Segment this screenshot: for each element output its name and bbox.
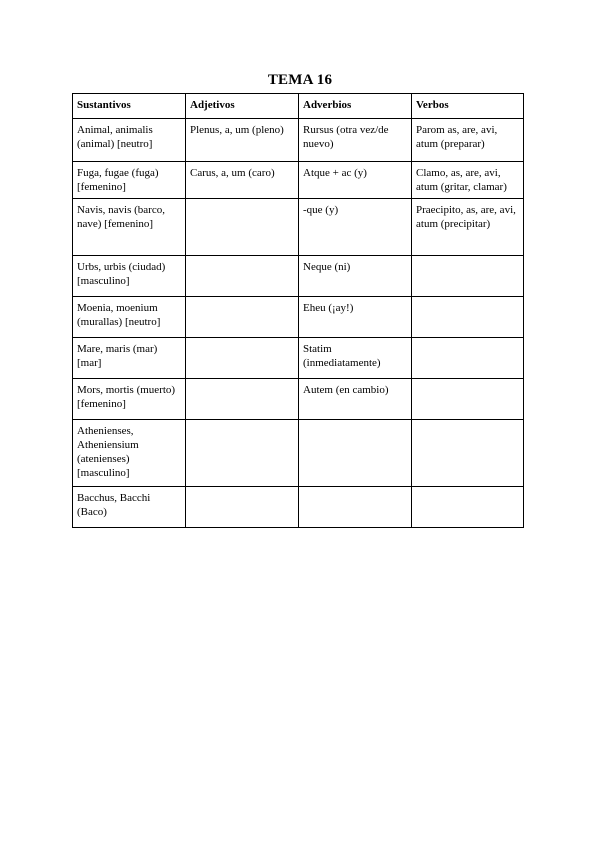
cell-adjetivo: Carus, a, um (caro) xyxy=(186,162,299,199)
cell-adverbio: Statim (inmediatamente) xyxy=(299,338,412,379)
cell-adverbio: Eheu (¡ay!) xyxy=(299,297,412,338)
table-row xyxy=(73,119,524,162)
cell-verbo xyxy=(412,338,524,379)
table-row xyxy=(73,379,524,420)
cell-sustantivo: Animal, animalis (animal) [neutro] xyxy=(73,119,186,162)
cell-verbo: Parom as, are, avi, atum (preparar) xyxy=(412,119,524,162)
table-row xyxy=(73,487,524,528)
cell-sustantivo: Moenia, moenium (murallas) [neutro] xyxy=(73,297,186,338)
cell-adjetivo xyxy=(186,379,299,420)
table-row xyxy=(73,297,524,338)
cell-verbo xyxy=(412,420,524,487)
cell-verbo xyxy=(412,379,524,420)
cell-adverbio: -que (y) xyxy=(299,199,412,256)
cell-adjetivo xyxy=(186,338,299,379)
header-adverbios: Adverbios xyxy=(299,94,412,119)
cell-verbo: Clamo, as, are, avi, atum (gritar, clamar) xyxy=(412,162,524,199)
cell-adverbio: Autem (en cambio) xyxy=(299,379,412,420)
cell-verbo xyxy=(412,297,524,338)
page-title: TEMA 16 xyxy=(267,72,333,88)
header-adjetivos: Adjetivos xyxy=(186,94,299,119)
cell-adverbio xyxy=(299,420,412,487)
table-row xyxy=(73,338,524,379)
cell-verbo xyxy=(412,256,524,297)
vocabulary-table xyxy=(72,93,524,528)
cell-adjetivo xyxy=(186,487,299,528)
cell-verbo xyxy=(412,487,524,528)
cell-adverbio: Rursus (otra vez/de nuevo) xyxy=(299,119,412,162)
cell-verbo: Praecipito, as, are, avi, atum (precipitar) xyxy=(412,199,524,256)
cell-sustantivo: Bacchus, Bacchi (Baco) xyxy=(73,487,186,528)
cell-adverbio: Neque (ni) xyxy=(299,256,412,297)
cell-adverbio xyxy=(299,487,412,528)
cell-sustantivo: Athenienses, Atheniensium (atenienses) [masculino] xyxy=(73,420,186,487)
cell-sustantivo: Mors, mortis (muerto) [femenino] xyxy=(73,379,186,420)
cell-adjetivo xyxy=(186,420,299,487)
cell-sustantivo: Urbs, urbis (ciudad) [masculino] xyxy=(73,256,186,297)
table-row xyxy=(73,162,524,199)
header-verbos: Verbos xyxy=(412,94,524,119)
table-header-row xyxy=(73,94,524,119)
header-sustantivos: Sustantivos xyxy=(73,94,186,119)
cell-adjetivo xyxy=(186,199,299,256)
table-row xyxy=(73,256,524,297)
cell-sustantivo: Fuga, fugae (fuga) [femenino] xyxy=(73,162,186,199)
cell-adjetivo xyxy=(186,256,299,297)
cell-adjetivo xyxy=(186,297,299,338)
cell-adverbio: Atque + ac (y) xyxy=(299,162,412,199)
table-row xyxy=(73,420,524,487)
cell-sustantivo: Mare, maris (mar) [mar] xyxy=(73,338,186,379)
cell-adjetivo: Plenus, a, um (pleno) xyxy=(186,119,299,162)
cell-sustantivo: Navis, navis (barco, nave) [femenino] xyxy=(73,199,186,256)
table-row xyxy=(73,199,524,256)
